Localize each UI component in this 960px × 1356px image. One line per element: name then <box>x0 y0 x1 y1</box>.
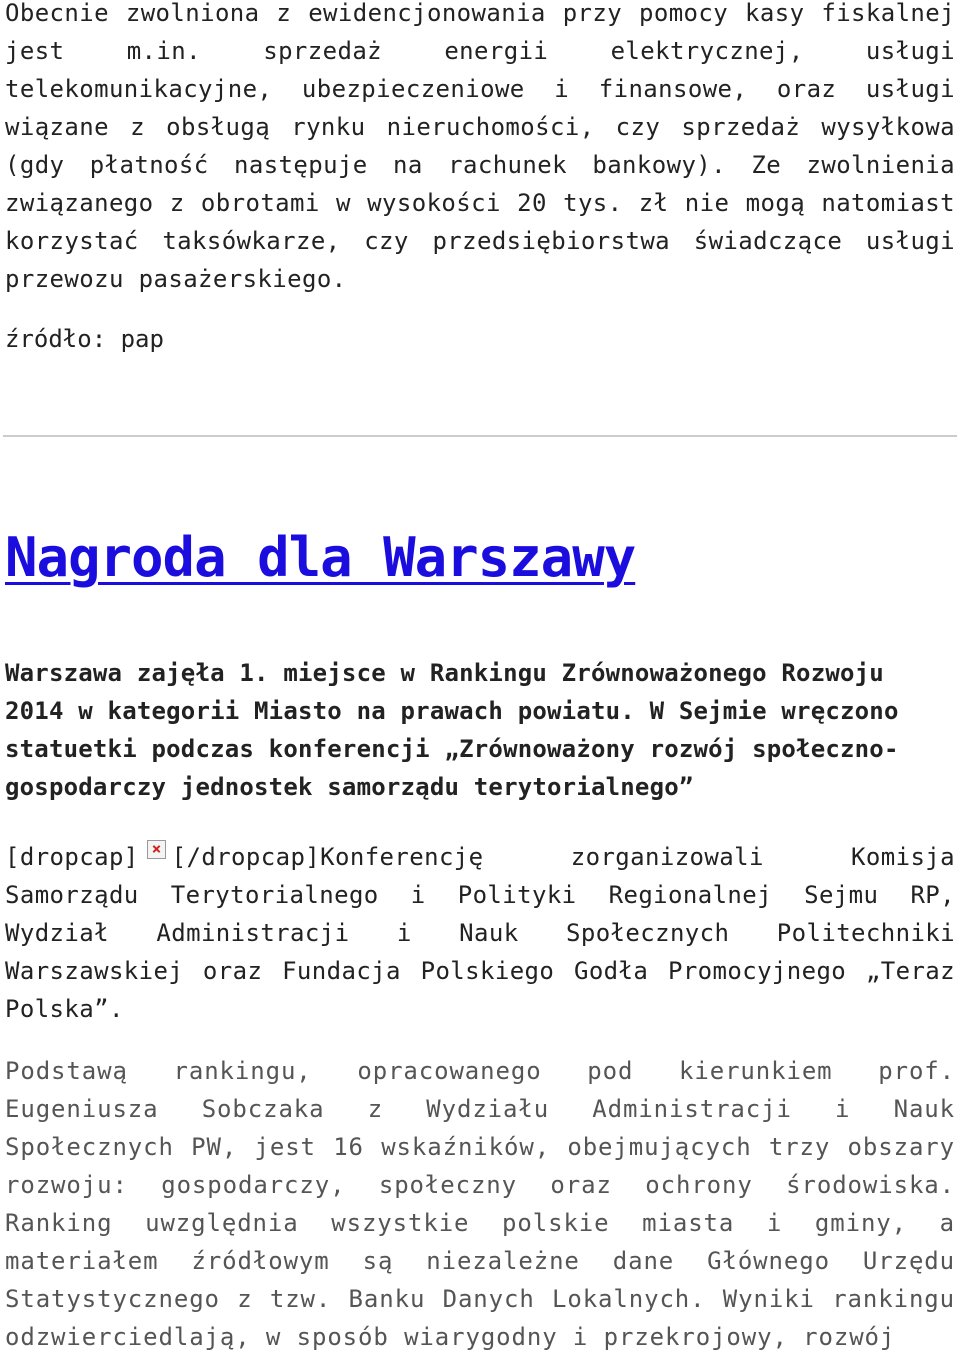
article-lead: Warszawa zajęła 1. miejsce w Rankingu Zrównoważonego Rozwoju 2014 w kategorii Miasto na prawach powiatu. W Sejmie wręczono statuetki podczas konferencji „Zrównoważony rozwój społeczno-gospodarczy jednostek samorządu terytorialnego” <box>5 659 899 801</box>
paragraph-1-text: Konferencję zorganizowali Komisja Samorządu Terytorialnego i Polityki Regionalnej Sejmu RP, Wydział Administracji i Nauk Społecznych Politechniki Warszawskiej oraz Fundacja Polskiego Godła Promocyjnego „Teraz Polska”. <box>5 843 955 1023</box>
section-divider <box>3 435 957 437</box>
dropcap-open-tag: [dropcap] <box>5 843 139 871</box>
dropcap-close-tag: [/dropcap] <box>171 843 321 871</box>
article-title <box>5 524 635 592</box>
source-note: źródło: pap <box>5 325 164 353</box>
intro-paragraph: Obecnie zwolniona z ewidencjonowania przy pomocy kasy fiskalnej jest m.in. sprzedaż energii elektrycznej, usługi telekomunikacyjne, ubezpieczeniowe i finansowe, oraz usługi wiązane z obsługą rynku nieruchomości, czy sprzedaż wysyłkowa (gdy płatność następuje na rachunek bankowy). Ze zwolnienia związanego z obrotami w wysokości 20 tys. zł nie mogą natomiast korzystać taksówkarze, czy przedsiębiorstwa świadczące usługi przewozu pasażerskiego. <box>5 0 955 293</box>
article-title-link[interactable]: Nagroda dla Warszawy <box>5 526 636 589</box>
article-paragraph-2: Podstawą rankingu, opracowanego pod kierunkiem prof. Eugeniusza Sobczaka z Wydziału Administracji i Nauk Społecznych PW, jest 16 wskaźników, obejmujących trzy obszary rozwoju: gospodarczy, społeczny oraz ochrony środowiska. Ranking uwzględnia wszystkie polskie miasta i gminy, a materiałem źródłowym są niezależne dane Głównego Urzędu Statystycznego z tzw. Banku Danych Lokalnych. Wyniki rankingu odzwierciedlają, w sposób wiarygodny i przekrojowy, rozwój <box>5 1057 955 1351</box>
article-paragraph-1 <box>5 838 955 1028</box>
broken-image-icon <box>147 840 166 859</box>
